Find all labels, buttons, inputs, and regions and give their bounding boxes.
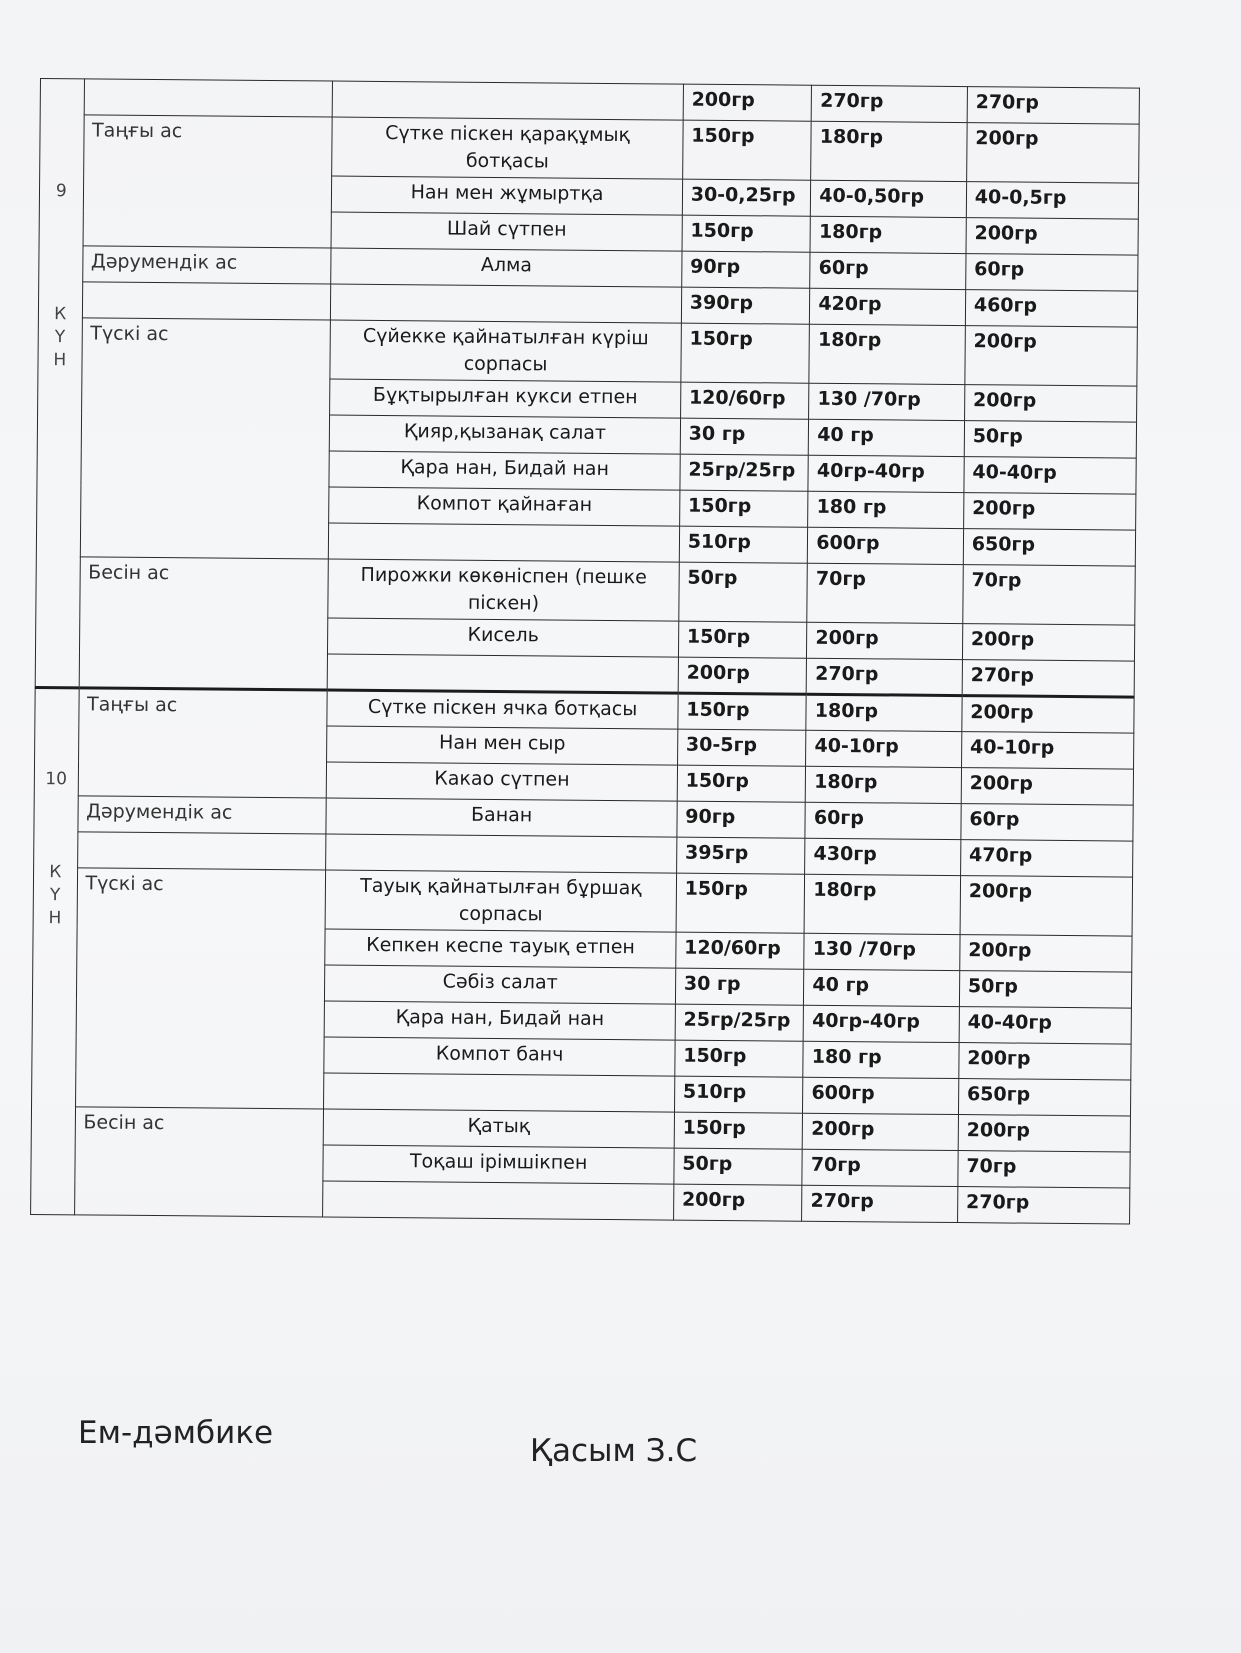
- qty-cell: 510гр: [679, 526, 808, 563]
- qty-cell: 60гр: [805, 802, 961, 839]
- qty-cell: 40-0,5гр: [966, 182, 1138, 220]
- table-row: [36, 556, 1135, 625]
- qty-cell: 150гр: [678, 621, 807, 658]
- qty-cell: 40 гр: [809, 419, 965, 456]
- dish-cell: Алма: [331, 248, 682, 287]
- dish-cell: [331, 284, 682, 323]
- qty-cell: 200гр: [962, 696, 1134, 734]
- qty-cell: 180 гр: [808, 491, 964, 528]
- dish-cell: Қара нан, Бидай нан: [325, 1001, 676, 1040]
- qty-cell: 200гр: [962, 624, 1134, 662]
- qty-cell: 50гр: [679, 562, 808, 622]
- qty-cell: 200гр: [807, 622, 963, 659]
- qty-cell: 60гр: [966, 254, 1138, 292]
- table-row: [40, 115, 1139, 184]
- dish-cell: Кепкен кеспе тауық етпен: [325, 929, 676, 968]
- qty-cell: 150гр: [681, 323, 810, 383]
- qty-cell: 270гр: [806, 658, 962, 695]
- dish-cell: [329, 523, 680, 562]
- qty-cell: 70гр: [802, 1149, 958, 1186]
- dish-cell: Кисель: [328, 618, 679, 657]
- qty-cell: 390гр: [681, 287, 810, 324]
- qty-cell: 180гр: [810, 216, 966, 253]
- qty-cell: 30 гр: [675, 968, 804, 1005]
- dish-cell: Сәбіз салат: [325, 965, 676, 1004]
- qty-cell: 150гр: [679, 490, 808, 527]
- meal-snack: Бесін ас: [79, 557, 329, 690]
- qty-cell: 270гр: [802, 1185, 958, 1222]
- dish-cell: [326, 834, 677, 873]
- dish-cell: Бұқтырылған кукси етпен: [330, 379, 681, 418]
- meal-empty: [77, 832, 326, 870]
- dish-cell: Сүтке піскен ячка ботқасы: [327, 690, 678, 729]
- qty-cell: 40-40гр: [964, 457, 1136, 495]
- qty-cell: 40-10гр: [961, 732, 1133, 770]
- dish-cell: Нан мен жұмыртқа: [332, 176, 683, 215]
- qty-cell: 200гр: [966, 123, 1139, 184]
- qty-cell: 90гр: [677, 801, 806, 838]
- dish-cell: Шай сүтпен: [331, 212, 682, 251]
- qty-cell: 180гр: [806, 766, 962, 803]
- qty-cell: 70гр: [807, 563, 963, 623]
- dish-cell: Тауық қайнатылған бұршақ сорпасы: [325, 870, 676, 932]
- qty-cell: 150гр: [676, 873, 805, 933]
- qty-cell: 200гр: [673, 1184, 802, 1221]
- dish-cell: Сүтке піскен қарақұмық ботқасы: [332, 117, 683, 179]
- qty-cell: 120/60гр: [680, 382, 809, 419]
- meal-vitamin: Дәрумендік ас: [77, 796, 326, 834]
- qty-cell: 270гр: [962, 660, 1134, 698]
- qty-cell: 40-10гр: [806, 730, 962, 767]
- qty-cell: 200гр: [966, 218, 1138, 256]
- qty-cell: 200гр: [964, 385, 1136, 423]
- qty-cell: 50гр: [959, 971, 1131, 1009]
- dish-cell: Компот қайнаған: [329, 487, 680, 526]
- qty-cell: 30-0,25гр: [682, 179, 811, 216]
- qty-cell: 30-5гр: [677, 729, 806, 766]
- qty-cell: 430гр: [805, 838, 961, 875]
- qty-cell: 90гр: [681, 251, 810, 288]
- qty-cell: 420гр: [810, 288, 966, 325]
- qty-cell: 470гр: [960, 840, 1132, 878]
- dish-cell: Какао сүтпен: [327, 762, 678, 801]
- day-9-cell: [35, 79, 84, 688]
- qty-cell: 200гр: [961, 768, 1133, 806]
- qty-cell: 70гр: [958, 1151, 1130, 1189]
- dish-cell: Банан: [326, 798, 677, 837]
- dish-cell: Қатық: [324, 1109, 675, 1148]
- dish-cell: [323, 1181, 674, 1220]
- qty-cell: 150гр: [677, 765, 806, 802]
- qty-cell: 600гр: [808, 527, 964, 564]
- qty-cell: 40гр-40гр: [808, 455, 964, 492]
- day-10-cell: [31, 687, 79, 1214]
- meal-snack: Бесін ас: [74, 1107, 324, 1217]
- meal-lunch: Түскі ас: [80, 318, 331, 559]
- qty-cell: 130 /70гр: [809, 383, 965, 420]
- qty-cell: 270гр: [811, 85, 967, 122]
- qty-cell: 200гр: [965, 326, 1138, 387]
- qty-cell: 600гр: [803, 1077, 959, 1114]
- dish-cell: Қияр,қызанақ салат: [330, 415, 681, 454]
- qty-cell: 200гр: [678, 657, 807, 694]
- qty-cell: 150гр: [682, 215, 811, 252]
- qty-cell: 200гр: [958, 1115, 1130, 1153]
- qty-cell: 650гр: [958, 1079, 1130, 1117]
- dish-cell: Сүйекке қайнатылған күріш сорпасы: [330, 320, 681, 382]
- meal-empty: [82, 282, 331, 320]
- qty-cell: 200гр: [963, 493, 1135, 531]
- dish-cell: Компот банч: [324, 1037, 675, 1076]
- meal-empty: [84, 79, 333, 117]
- meal-vitamin: Дәрумендік ас: [82, 246, 331, 284]
- qty-cell: 200гр: [959, 1043, 1131, 1081]
- qty-cell: 25гр/25гр: [680, 454, 809, 491]
- qty-cell: 40-0,50гр: [811, 180, 967, 217]
- dish-cell: [328, 654, 679, 693]
- qty-cell: 40гр-40гр: [803, 1005, 959, 1042]
- qty-cell: 180гр: [804, 874, 960, 934]
- qty-cell: 150гр: [674, 1112, 803, 1149]
- qty-cell: 50гр: [964, 421, 1136, 459]
- qty-cell: 40 гр: [804, 969, 960, 1006]
- qty-cell: 650гр: [963, 529, 1135, 567]
- qty-cell: 150гр: [678, 693, 807, 730]
- qty-cell: 30 гр: [680, 418, 809, 455]
- qty-cell: 270гр: [967, 87, 1139, 125]
- qty-cell: 180гр: [806, 694, 962, 731]
- qty-cell: 180 гр: [803, 1041, 959, 1078]
- dish-cell: Пирожки көкөніспен (пешке піскен): [328, 559, 679, 621]
- qty-cell: 510гр: [674, 1076, 803, 1113]
- qty-cell: 200гр: [803, 1113, 959, 1150]
- qty-cell: 120/60гр: [676, 932, 805, 969]
- qty-cell: 25гр/25гр: [675, 1004, 804, 1041]
- qty-cell: 40-40гр: [959, 1007, 1131, 1045]
- day-number: 9: [55, 181, 67, 202]
- day-label: К Ү Н: [48, 862, 62, 929]
- qty-cell: 395гр: [676, 837, 805, 874]
- qty-cell: 270гр: [957, 1187, 1129, 1225]
- menu-table: [30, 78, 1140, 1225]
- dish-cell: [333, 81, 684, 120]
- table-row: [33, 867, 1132, 936]
- qty-cell: 200гр: [960, 935, 1132, 973]
- dish-cell: Қара нан, Бидай нан: [329, 451, 680, 490]
- qty-cell: 150гр: [682, 120, 811, 180]
- meal-breakfast: Таңғы ас: [83, 115, 333, 248]
- qty-cell: 60гр: [961, 804, 1133, 842]
- dish-cell: [324, 1073, 675, 1112]
- dish-cell: Нан мен сыр: [327, 726, 678, 765]
- qty-cell: 70гр: [963, 565, 1136, 626]
- dish-cell: Тоқаш ірімшікпен: [323, 1145, 674, 1184]
- meal-breakfast: Таңғы ас: [78, 688, 328, 798]
- signature-role: Ем-дәмбике: [78, 1415, 274, 1451]
- day-label: К Ү Н: [53, 304, 67, 371]
- qty-cell: 460гр: [965, 290, 1137, 328]
- qty-cell: 200гр: [683, 84, 812, 121]
- qty-cell: 150гр: [675, 1040, 804, 1077]
- table-row: [38, 317, 1137, 386]
- qty-cell: 130 /70гр: [804, 933, 960, 970]
- day-number: 10: [45, 769, 68, 790]
- qty-cell: 60гр: [810, 252, 966, 289]
- qty-cell: 200гр: [960, 876, 1133, 937]
- qty-cell: 50гр: [674, 1148, 803, 1185]
- qty-cell: 180гр: [809, 324, 965, 384]
- meal-lunch: Түскі ас: [75, 868, 326, 1109]
- signature-name: Қасым З.С: [530, 1433, 698, 1469]
- qty-cell: 180гр: [811, 121, 967, 181]
